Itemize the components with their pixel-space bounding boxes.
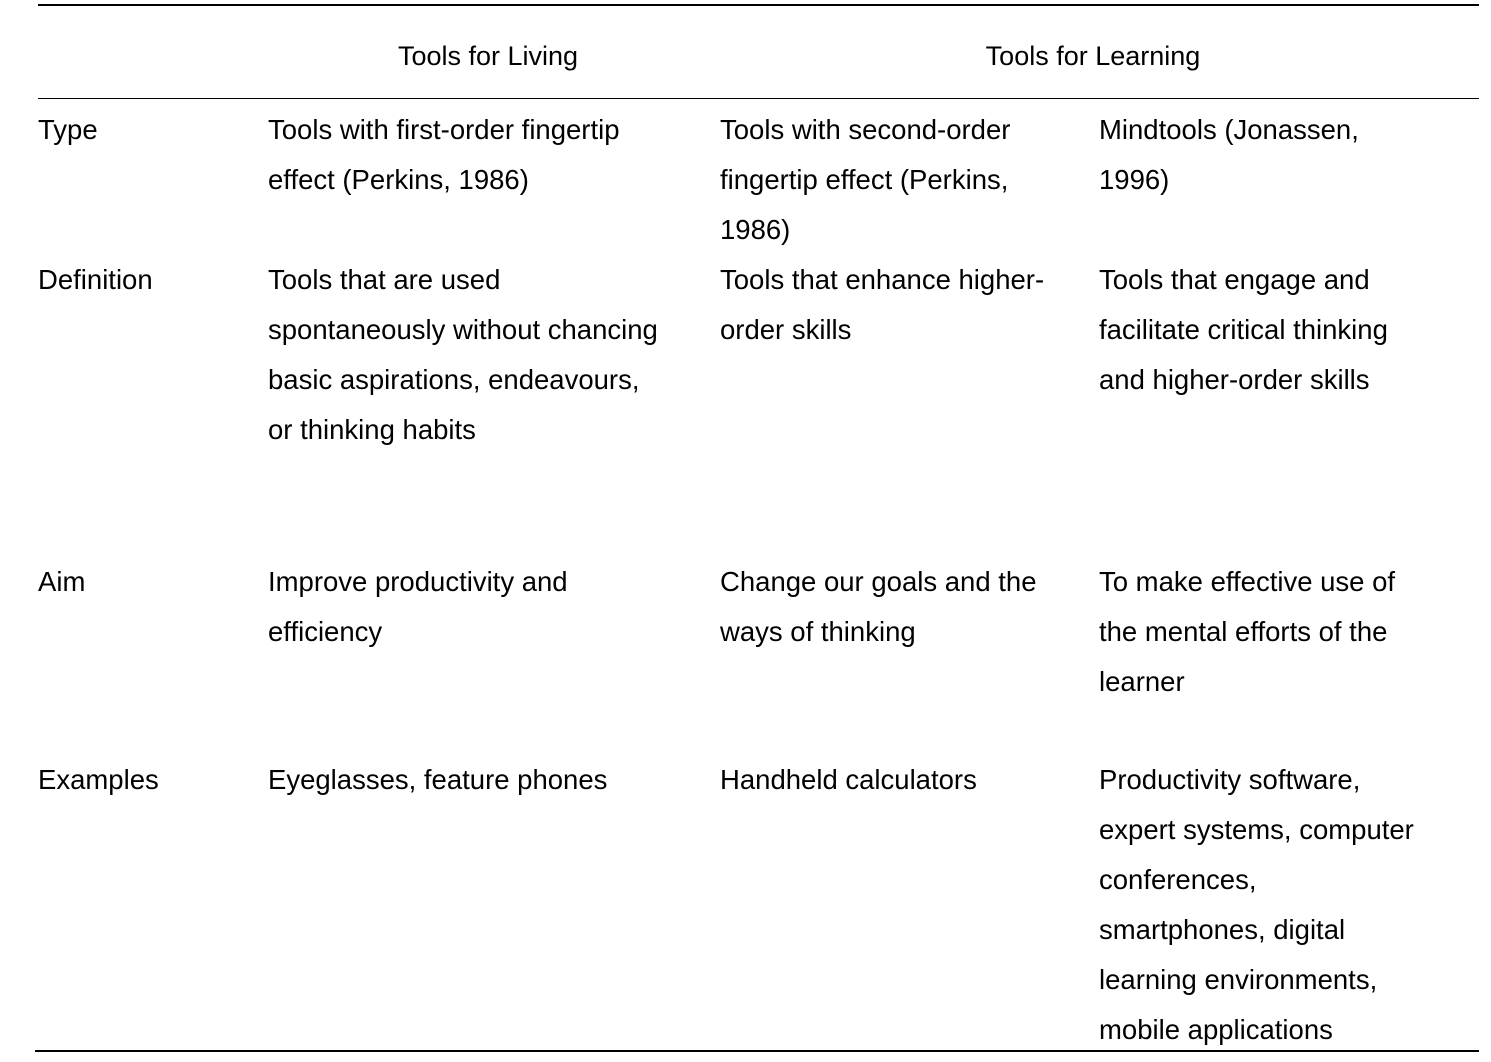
cell-text-line: expert systems, computer [1099,814,1414,845]
cell-text-line: and higher-order skills [1099,364,1370,395]
table-cell [268,105,713,205]
cell-text-line: Mindtools (Jonassen, [1099,114,1359,145]
cell-text-line: mobile applications [1099,1014,1333,1045]
cell-text-line: 1986) [720,214,791,245]
cell-text-line: 1996) [1099,164,1170,195]
row-label: Examples [38,764,159,795]
table-cell [720,755,1092,805]
cell-text-line: spontaneously without chancing [268,314,658,345]
table-cell [720,255,1092,355]
cell-text-line: Improve productivity and [268,566,568,597]
cell-text-line: learning environments, [1099,964,1378,995]
header-divider-rule [38,98,1479,99]
table-cell [720,557,1092,657]
table-cell [1099,105,1471,205]
cell-text-line: efficiency [268,616,383,647]
cell-text-line: Eyeglasses, feature phones [268,764,608,795]
table-cell [1099,755,1471,1055]
cell-text-line: Tools with first-order fingertip [268,114,620,145]
table-cell [268,557,713,657]
table-cell [1099,255,1471,405]
cell-text-line: Tools that engage and [1099,264,1370,295]
cell-text-line: Productivity software, [1099,764,1361,795]
cell-text-line: conferences, [1099,864,1257,895]
table-cell [268,755,713,805]
cell-text-line: Tools that are used [268,264,501,295]
cell-text-line: learner [1099,666,1185,697]
row-label: Type [38,114,98,145]
cell-text-line: basic aspirations, endeavours, [268,364,640,395]
cell-text-line: Tools that enhance higher- [720,264,1045,295]
cell-text-line: Tools with second-order [720,114,1011,145]
cell-text-line: facilitate critical thinking [1099,314,1388,345]
cell-text-line: Handheld calculators [720,764,977,795]
cell-text-line: Change our goals and the [720,566,1037,597]
cell-text-line: effect (Perkins, 1986) [268,164,529,195]
table-cell [268,255,713,455]
table-bottom-rule [35,1050,1479,1052]
cell-text-line: or thinking habits [268,414,476,445]
header-tools-for-living: Tools for Living [397,41,579,71]
cell-text-line: fingertip effect (Perkins, [720,164,1009,195]
cell-text-line: smartphones, digital [1099,914,1346,945]
cell-text-line: order skills [720,314,852,345]
cell-text-line: To make effective use of [1099,566,1396,597]
row-label: Definition [38,264,153,295]
table-cell [720,105,1092,255]
table-top-rule [38,4,1479,6]
cell-text-line: the mental efforts of the [1099,616,1388,647]
row-label: Aim [38,566,86,597]
table-cell [1099,557,1471,707]
header-tools-for-learning: Tools for Learning [985,41,1201,71]
cell-text-line: ways of thinking [720,616,916,647]
